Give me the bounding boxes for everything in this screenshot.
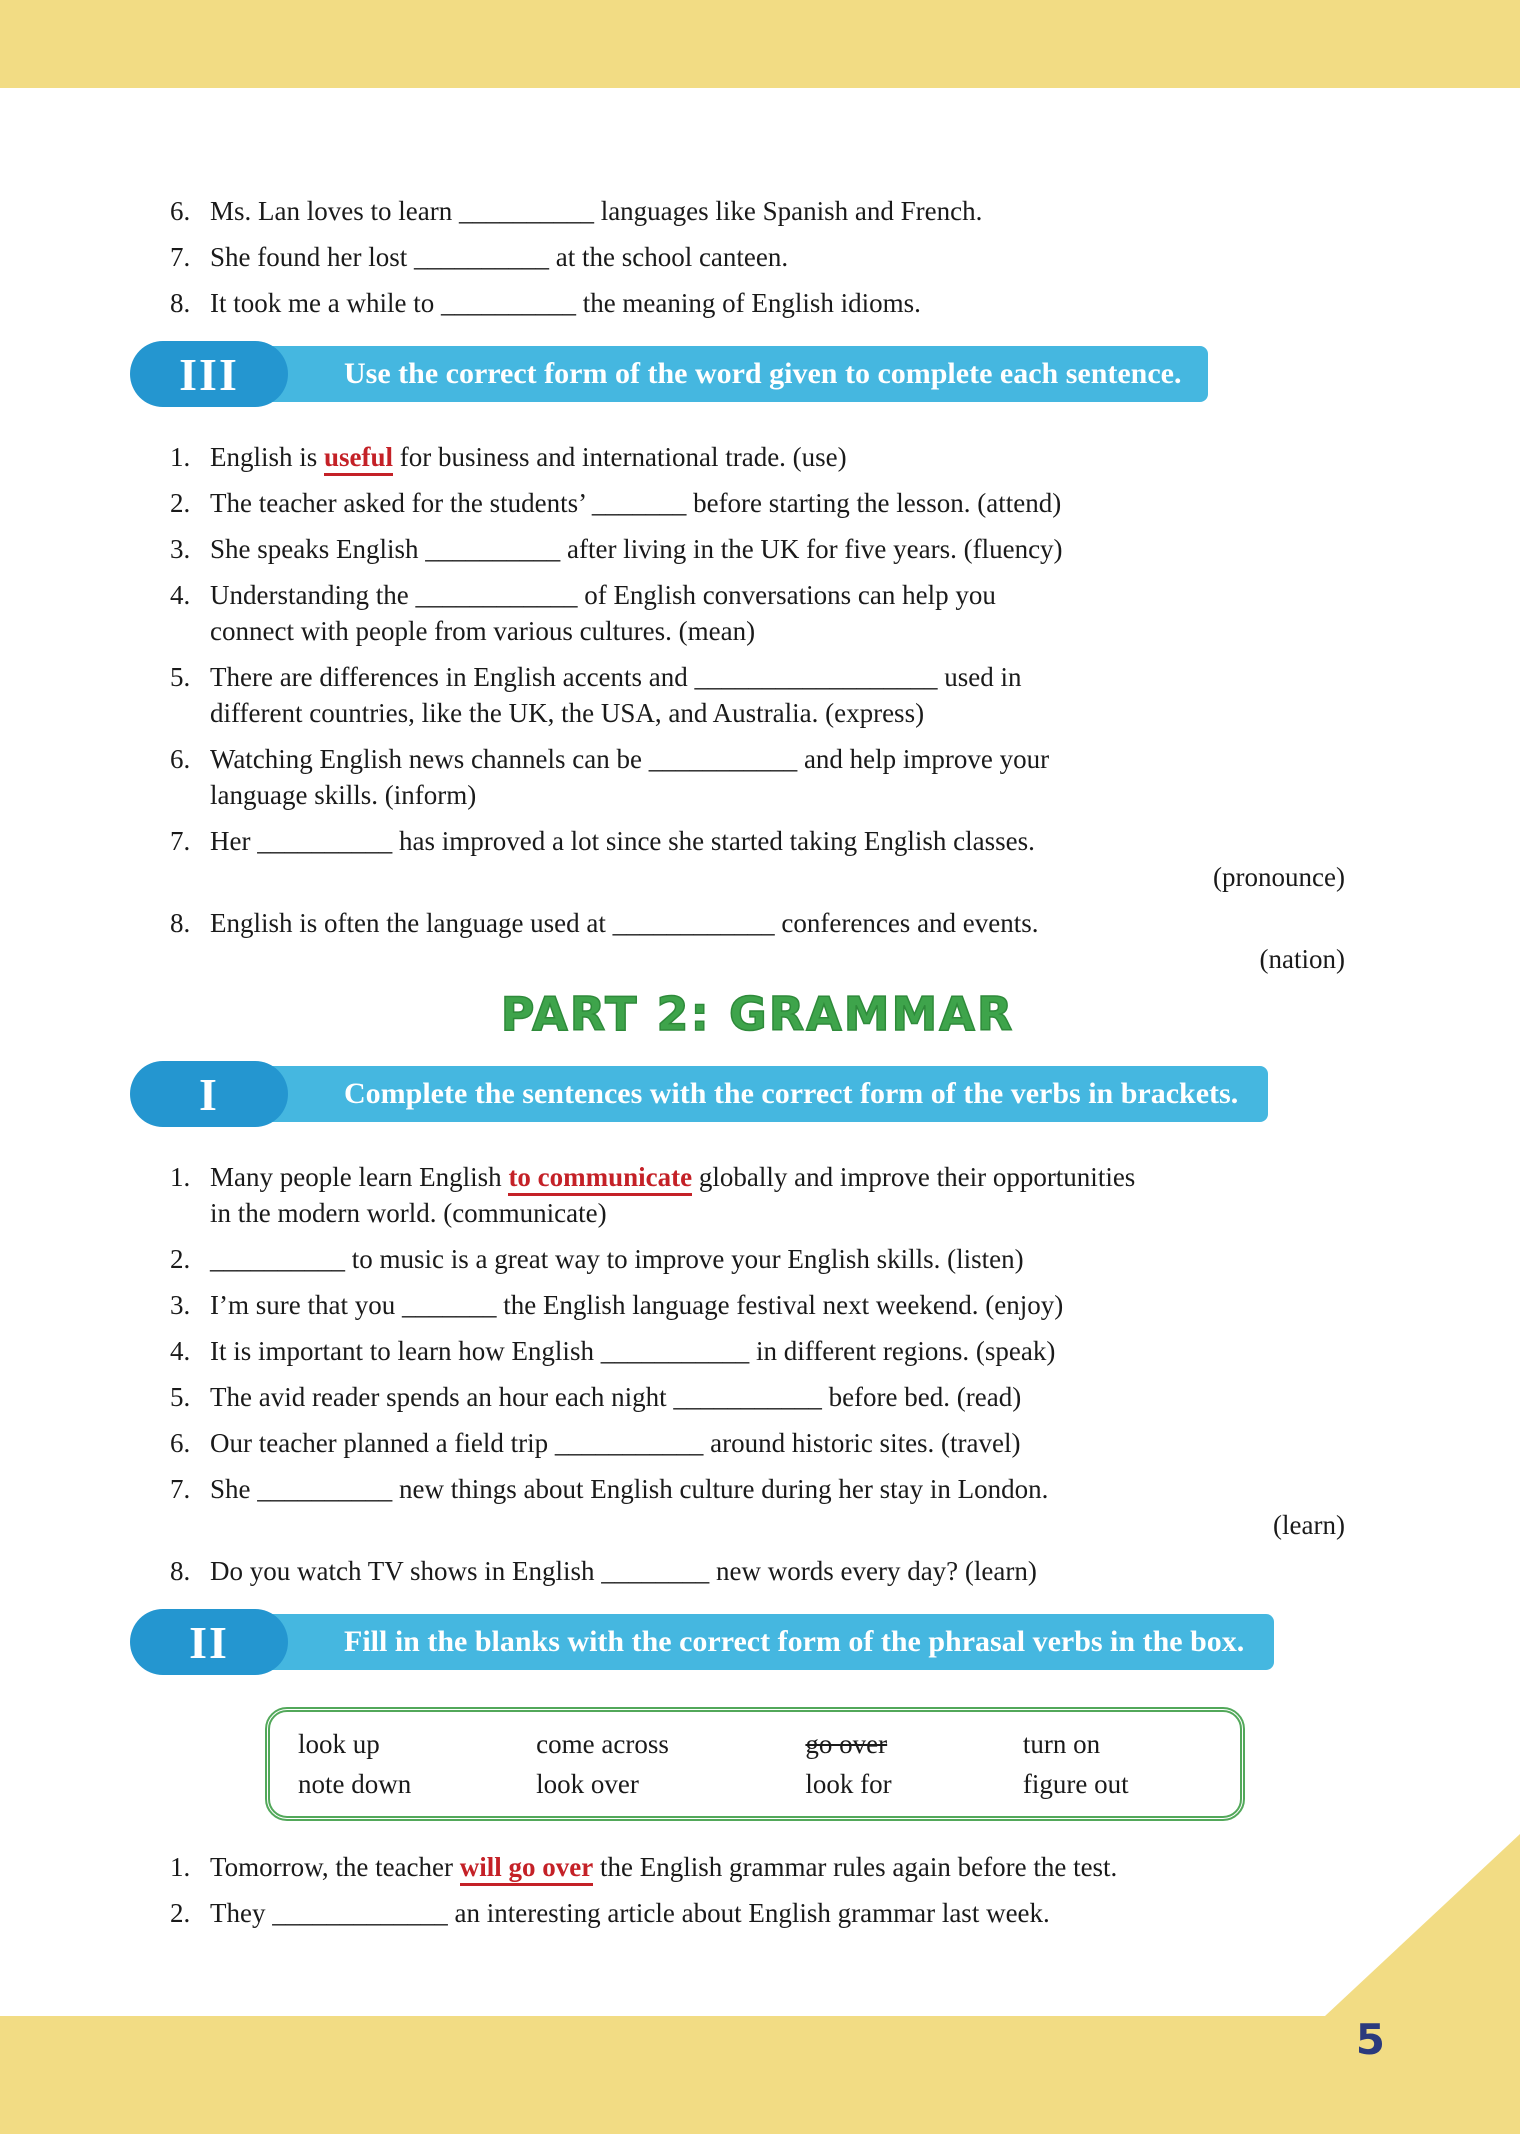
answer-text: useful — [324, 442, 393, 476]
phrasal-verb: go over — [805, 1729, 888, 1759]
section-ii-badge-label: II — [189, 1616, 229, 1668]
item-number: 7. — [170, 826, 191, 856]
exercise-item — [170, 1849, 1345, 1885]
item-number: 1. — [170, 1852, 191, 1882]
section-i-title: Complete the sentences with the correct form of the verbs in brackets. — [344, 1077, 1239, 1110]
sentence-text: Understanding the ____________ of English conversations can help you — [210, 580, 996, 610]
phrasal-verb: look for — [805, 1769, 892, 1799]
intro-exercise-items — [170, 193, 1345, 321]
sentence-text: Our teacher planned a field trip ___________ around historic sites. (travel) — [210, 1428, 1021, 1458]
section-ii-title: Fill in the blanks with the correct form of the phrasal verbs in the box. — [344, 1625, 1245, 1658]
item-text — [210, 1471, 1345, 1543]
item-hint: (pronounce) — [1213, 862, 1345, 892]
item-text — [210, 1241, 1345, 1277]
section-i-header — [130, 1061, 1345, 1127]
sentence-text: English is — [210, 442, 325, 472]
sentence-text: __________ to music is a great way to improve your English skills. (listen) — [210, 1244, 1024, 1274]
item-number: 3. — [170, 1290, 191, 1320]
item-number: 6. — [170, 1428, 191, 1458]
item-number: 2. — [170, 488, 191, 518]
section-i-badge — [130, 1061, 288, 1127]
exercise-item — [170, 193, 1345, 229]
exercise-item — [170, 823, 1345, 895]
item-number: 8. — [170, 288, 191, 318]
sentence-text: She found her lost __________ at the school canteen. — [210, 242, 789, 272]
bottom-yellow-band — [0, 2016, 1520, 2134]
section-iii-title: Use the correct form of the word given to complete each sentence. — [344, 357, 1182, 390]
page-number: 5 — [1355, 2015, 1385, 2064]
item-number: 6. — [170, 744, 191, 774]
sentence-text: for business and international trade. (use) — [393, 442, 847, 472]
item-number: 2. — [170, 1898, 191, 1928]
item-number: 5. — [170, 1382, 191, 1412]
item-number: 4. — [170, 1336, 191, 1366]
exercise-item — [170, 1553, 1345, 1589]
item-text — [210, 531, 1345, 567]
section-ii-items — [170, 1849, 1345, 1931]
sentence-text: in the modern world. (communicate) — [210, 1198, 607, 1228]
item-number: 2. — [170, 1244, 191, 1274]
exercise-item — [170, 285, 1345, 321]
section-i-badge-label: I — [199, 1068, 219, 1120]
exercise-item — [170, 485, 1345, 521]
exercise-item — [170, 239, 1345, 275]
sentence-text: Tomorrow, the teacher — [210, 1852, 460, 1882]
exercise-item — [170, 741, 1345, 813]
sentence-text: Her __________ has improved a lot since she started taking English classes. — [210, 826, 1035, 856]
sentence-text: The avid reader spends an hour each night ___________ before bed. (read) — [210, 1382, 1022, 1412]
phrasal-verb: look over — [536, 1769, 639, 1799]
sentence-text: It is important to learn how English ___________ in different regions. (speak) — [210, 1336, 1056, 1366]
exercise-item — [170, 577, 1345, 649]
item-text — [210, 823, 1345, 895]
item-number: 8. — [170, 1556, 191, 1586]
item-hint: (learn) — [1273, 1510, 1345, 1540]
sentence-text: Watching English news channels can be ___________ and help improve your — [210, 744, 1050, 774]
item-text — [210, 1379, 1345, 1415]
item-text — [210, 285, 1345, 321]
sentence-text: English is often the language used at ____________ conferences and events. — [210, 908, 1039, 938]
exercise-item — [170, 905, 1345, 977]
sentence-text: connect with people from various cultures. (mean) — [210, 616, 756, 646]
sentence-text: They _____________ an interesting article about English grammar last week. — [210, 1898, 1050, 1928]
item-number: 1. — [170, 1162, 191, 1192]
exercise-item — [170, 1379, 1345, 1415]
sentence-text: She __________ new things about English culture during her stay in London. — [210, 1474, 1049, 1504]
item-hint: (nation) — [1259, 944, 1345, 974]
exercise-item — [170, 1159, 1345, 1231]
item-number: 7. — [170, 242, 191, 272]
item-text — [210, 1425, 1345, 1461]
section-iii-badge-label: III — [179, 348, 239, 400]
sentence-text: Many people learn English — [210, 1162, 509, 1192]
phrasal-verb: look up — [298, 1729, 380, 1759]
item-text — [210, 1895, 1345, 1931]
exercise-item — [170, 1333, 1345, 1369]
item-number: 6. — [170, 196, 191, 226]
phrasal-verb: come across — [536, 1729, 669, 1759]
exercise-item — [170, 439, 1345, 475]
item-number: 5. — [170, 662, 191, 692]
exercise-item — [170, 1425, 1345, 1461]
exercise-item — [170, 1241, 1345, 1277]
answer-text: to communicate — [508, 1162, 692, 1196]
item-text — [210, 239, 1345, 275]
section-iii-title-bar — [234, 346, 1208, 402]
exercise-item — [170, 1895, 1345, 1931]
exercise-item — [170, 659, 1345, 731]
answer-text: will go over — [460, 1852, 593, 1886]
item-number: 8. — [170, 908, 191, 938]
section-ii-badge — [130, 1609, 288, 1675]
phrasal-verbs-box — [265, 1707, 1245, 1821]
sentence-text: different countries, like the UK, the USA, and Australia. (express) — [210, 698, 925, 728]
section-iii-items — [170, 439, 1345, 977]
sentence-text: Do you watch TV shows in English ________ new words every day? (learn) — [210, 1556, 1037, 1586]
item-text — [210, 439, 1345, 475]
part-2-title: PART 2: GRAMMAR — [500, 987, 1015, 1041]
item-number: 7. — [170, 1474, 191, 1504]
item-number: 3. — [170, 534, 191, 564]
item-text — [210, 1553, 1345, 1589]
item-number: 1. — [170, 442, 191, 472]
phrasal-verb: figure out — [1022, 1769, 1129, 1799]
page-content — [0, 88, 1520, 1941]
exercise-item — [170, 531, 1345, 567]
sentence-text: the English grammar rules again before the test. — [593, 1852, 1118, 1882]
sentence-text: The teacher asked for the students’ _______ before starting the lesson. (attend) — [210, 488, 1062, 518]
top-yellow-band — [0, 0, 1520, 88]
item-text — [210, 659, 1345, 731]
exercise-item — [170, 1471, 1345, 1543]
item-text — [210, 1159, 1345, 1231]
phrasal-verb: note down — [298, 1769, 412, 1799]
exercise-item — [170, 1287, 1345, 1323]
sentence-text: Ms. Lan loves to learn __________ languages like Spanish and French. — [210, 196, 983, 226]
section-iii-badge — [130, 341, 288, 407]
section-iii-header — [130, 341, 1345, 407]
sentence-text: She speaks English __________ after living in the UK for five years. (fluency) — [210, 534, 1063, 564]
sentence-text: language skills. (inform) — [210, 780, 477, 810]
item-text — [210, 193, 1345, 229]
item-text — [210, 741, 1345, 813]
item-text — [210, 577, 1345, 649]
item-text — [210, 905, 1345, 977]
sentence-text: It took me a while to __________ the meaning of English idioms. — [210, 288, 921, 318]
item-text — [210, 485, 1345, 521]
sentence-text: I’m sure that you _______ the English language festival next weekend. (enjoy) — [210, 1290, 1064, 1320]
sentence-text: There are differences in English accents and __________________ used in — [210, 662, 1022, 692]
section-i-items — [170, 1159, 1345, 1589]
phrasal-verb: turn on — [1022, 1729, 1101, 1759]
item-text — [210, 1287, 1345, 1323]
item-number: 4. — [170, 580, 191, 610]
section-ii-title-bar — [234, 1614, 1274, 1670]
item-text — [210, 1333, 1345, 1369]
section-ii-header — [130, 1609, 1345, 1675]
sentence-text: globally and improve their opportunities — [692, 1162, 1136, 1192]
section-i-title-bar — [234, 1066, 1268, 1122]
item-text — [210, 1849, 1345, 1885]
